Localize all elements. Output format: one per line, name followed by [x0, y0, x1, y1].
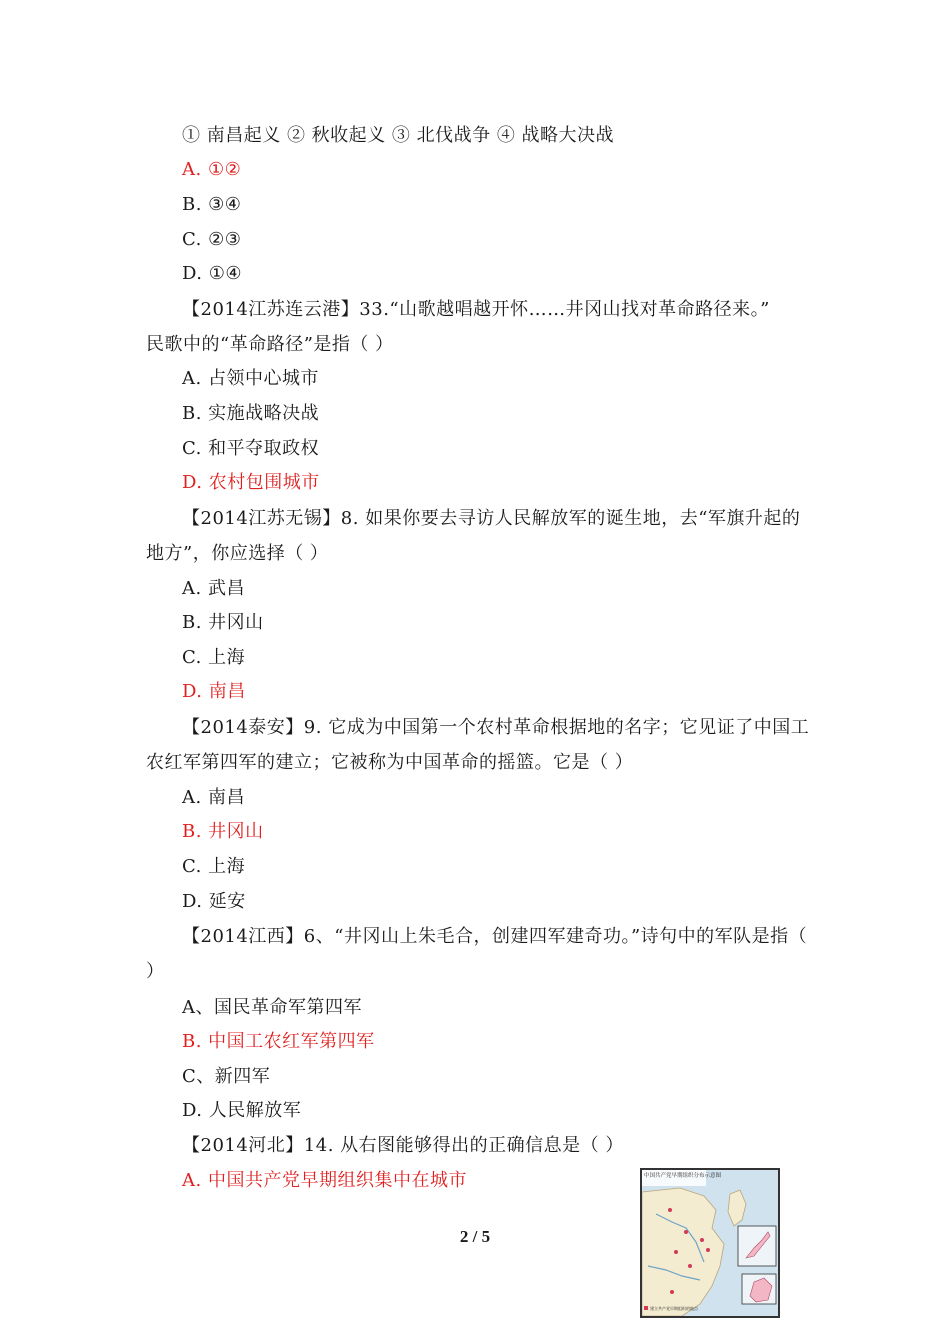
map-legend-swatch	[644, 1306, 648, 1310]
option-line: A. 南昌	[182, 787, 245, 808]
map-marker	[670, 1290, 674, 1294]
answer-option: A. 中国共产党早期组织集中在城市	[182, 1170, 467, 1191]
map-figure	[640, 1168, 780, 1318]
answer-option: B. 井冈山	[182, 821, 264, 842]
answer-option: A. ①②	[182, 159, 242, 180]
map-marker	[668, 1208, 672, 1212]
question-stem: 【2014泰安】9. 它成为中国第一个农村革命根据地的名字；它见证了中国工	[182, 717, 810, 738]
map-marker	[706, 1248, 710, 1252]
option-line: B. 井冈山	[182, 612, 264, 633]
map-legend: 建立共产党早期组织的地点	[650, 1306, 698, 1311]
option-line: C. 和平夺取政权	[182, 438, 320, 459]
answer-option: B. 中国工农红军第四军	[182, 1031, 375, 1052]
answer-option: D. 南昌	[182, 681, 246, 702]
question-stem-cont: 民歌中的“革命路径”是指（ ）	[146, 334, 394, 355]
option-line: D. ①④	[182, 263, 243, 284]
map-marker	[674, 1250, 678, 1254]
option-line: C、新四军	[182, 1066, 271, 1087]
map-marker	[684, 1230, 688, 1234]
page-number: 2 / 5	[459, 1227, 491, 1246]
map-graphic	[642, 1170, 778, 1316]
answer-option: D. 农村包围城市	[182, 472, 320, 493]
question-stem: 【2014河北】14. 从右图能够得出的正确信息是（ ）	[182, 1135, 624, 1156]
option-line: C. ②③	[182, 229, 242, 250]
option-line: D. 延安	[182, 891, 246, 912]
options-line: ① 南昌起义 ② 秋收起义 ③ 北伐战争 ④ 战略大决战	[182, 125, 615, 146]
option-line: A. 武昌	[182, 578, 245, 599]
option-line: B. ③④	[182, 194, 242, 215]
option-line: A、国民革命军第四军	[182, 997, 362, 1018]
map-marker	[700, 1238, 704, 1242]
option-line: C. 上海	[182, 647, 246, 668]
question-stem: 【2014江西】6、“井冈山上朱毛合，创建四军建奇功。”诗句中的军队是指（	[182, 926, 808, 947]
question-stem-cont: ）	[146, 961, 165, 982]
option-line: B. 实施战略决战	[182, 403, 320, 424]
option-line: A. 占领中心城市	[182, 368, 319, 389]
question-stem: 【2014江苏无锡】8. 如果你要去寻访人民解放军的诞生地，去“军旗升起的	[182, 508, 801, 529]
option-line: C. 上海	[182, 856, 246, 877]
map-marker	[688, 1264, 692, 1268]
map-title: 中国共产党早期组织分布示意图	[644, 1173, 722, 1179]
option-line: D. 人民解放军	[182, 1100, 302, 1121]
question-stem: 【2014江苏连云港】33.“山歌越唱越开怀……井冈山找对革命路径来。”	[182, 299, 770, 320]
question-stem-cont: 农红军第四军的建立；它被称为中国革命的摇篮。它是（ ）	[146, 752, 634, 773]
question-stem-cont: 地方”，你应选择（ ）	[146, 543, 329, 564]
